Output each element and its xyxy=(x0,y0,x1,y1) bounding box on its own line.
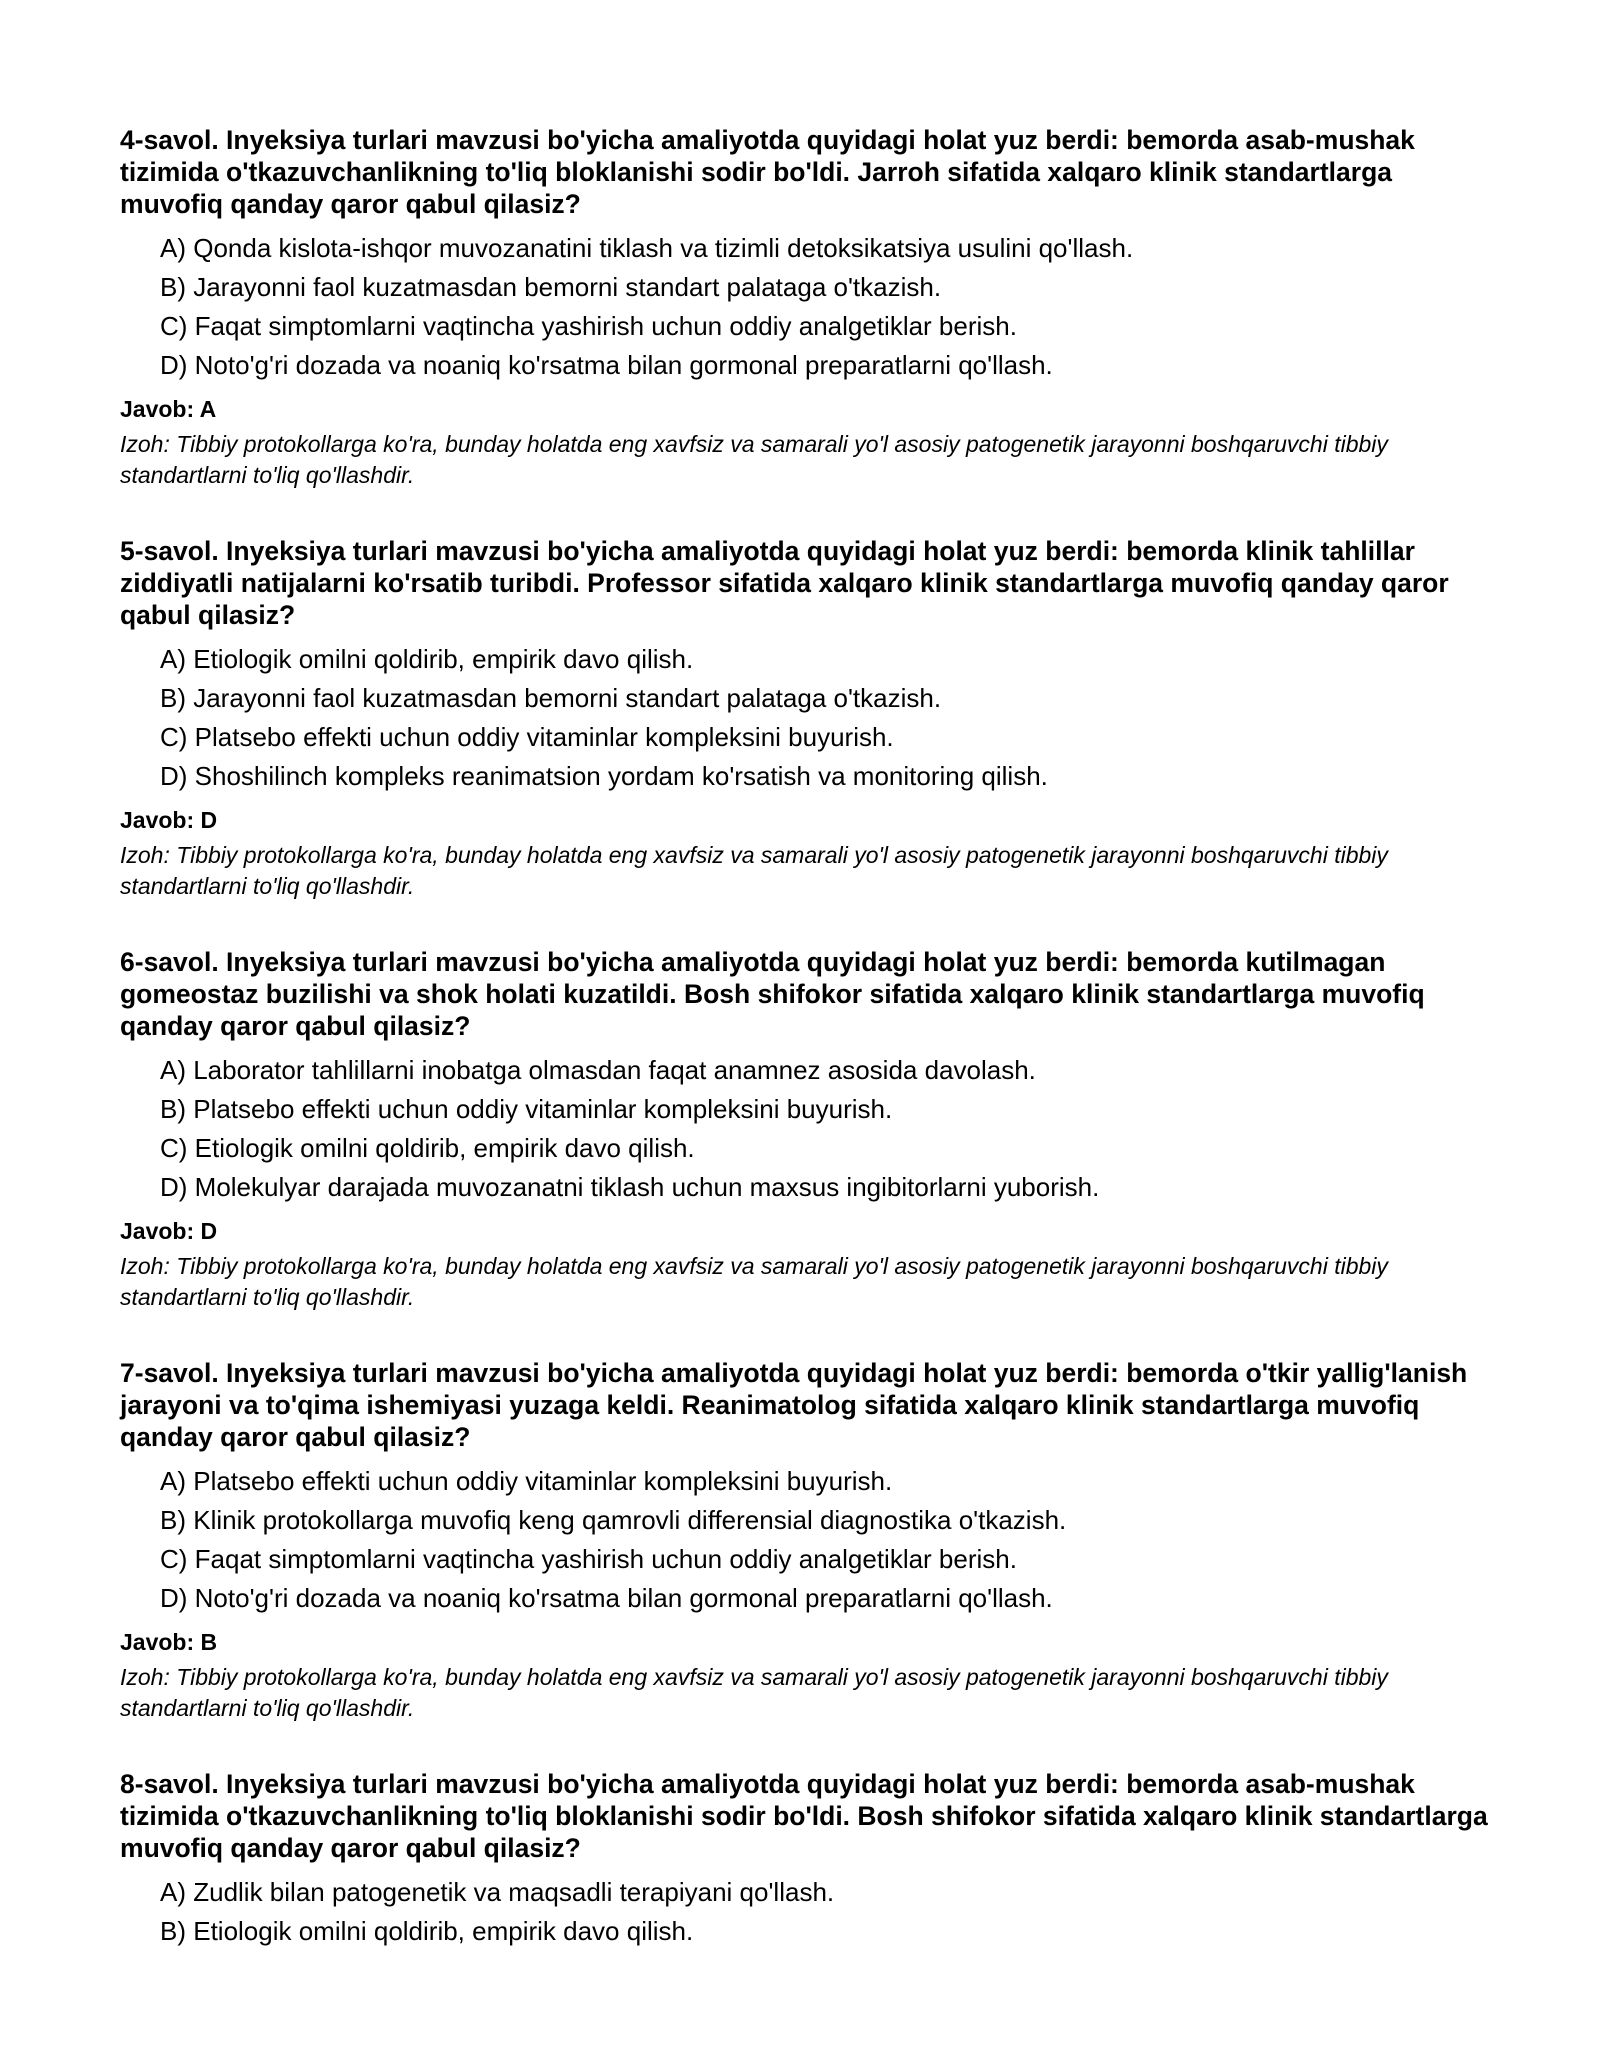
answer-label: Javob: A xyxy=(120,396,217,422)
option-item: B) Etiologik omilni qoldirib, empirik davo qilish. xyxy=(160,1916,694,1946)
question-block xyxy=(120,946,1490,1313)
question-title: 8-savol. Inyeksiya turlari mavzusi bo'yicha amaliyotda quyidagi holat yuz berdi: bemorda asab-mushak tizimida o'tkazuvchanlikning to'liq bloklanishi sodir bo'ldi. Bosh shifokor sifatida xalqaro klinik standartlarga muvofiq qanday qaror qabul qilasiz? xyxy=(120,1769,1488,1863)
document-page xyxy=(120,124,1490,1995)
question-title: 5-savol. Inyeksiya turlari mavzusi bo'yicha amaliyotda quyidagi holat yuz berdi: bemorda klinik tahlillar ziddiyatli natijalarni ko'rsatib turibdi. Professor sifatida xalqaro klinik standartlarga muvofiq qanday qaror qabul qilasiz? xyxy=(120,536,1449,630)
option-item: C) Faqat simptomlarni vaqtincha yashirish uchun oddiy analgetiklar berish. xyxy=(160,1544,1017,1574)
options-list xyxy=(120,1873,1490,1951)
explanation-note: Izoh: Tibbiy protokollarga ko'ra, bunday holatda eng xavfsiz va samarali yo'l asosiy patogenetik jarayonni boshqaruvchi tibbiy standartlarni to'liq qo'llashdir. xyxy=(120,1253,1388,1310)
question-block xyxy=(120,535,1490,902)
option-item: C) Faqat simptomlarni vaqtincha yashirish uchun oddiy analgetiklar berish. xyxy=(160,311,1017,341)
question-title: 4-savol. Inyeksiya turlari mavzusi bo'yicha amaliyotda quyidagi holat yuz berdi: bemorda asab-mushak tizimida o'tkazuvchanlikning to'liq bloklanishi sodir bo'ldi. Jarroh sifatida xalqaro klinik standartlarga muvofiq qanday qaror qabul qilasiz? xyxy=(120,125,1415,219)
options-list xyxy=(120,1462,1490,1618)
explanation-note: Izoh: Tibbiy protokollarga ko'ra, bunday holatda eng xavfsiz va samarali yo'l asosiy patogenetik jarayonni boshqaruvchi tibbiy standartlarni to'liq qo'llashdir. xyxy=(120,431,1388,488)
option-item: A) Qonda kislota-ishqor muvozanatini tiklash va tizimli detoksikatsiya usulini qo'llash. xyxy=(160,233,1134,263)
option-item: D) Noto'g'ri dozada va noaniq ko'rsatma bilan gormonal preparatlarni qo'llash. xyxy=(160,350,1053,380)
answer-label: Javob: D xyxy=(120,807,218,833)
option-item: C) Etiologik omilni qoldirib, empirik davo qilish. xyxy=(160,1133,695,1163)
explanation-note: Izoh: Tibbiy protokollarga ko'ra, bunday holatda eng xavfsiz va samarali yo'l asosiy patogenetik jarayonni boshqaruvchi tibbiy standartlarni to'liq qo'llashdir. xyxy=(120,842,1388,899)
option-item: A) Platsebo effekti uchun oddiy vitaminlar kompleksini buyurish. xyxy=(160,1466,893,1496)
question-block xyxy=(120,124,1490,491)
answer-label: Javob: B xyxy=(120,1629,218,1655)
option-item: A) Etiologik omilni qoldirib, empirik davo qilish. xyxy=(160,644,694,674)
option-item: B) Jarayonni faol kuzatmasdan bemorni standart palataga o'tkazish. xyxy=(160,683,942,713)
answer-label: Javob: D xyxy=(120,1218,218,1244)
option-item: D) Noto'g'ri dozada va noaniq ko'rsatma bilan gormonal preparatlarni qo'llash. xyxy=(160,1583,1053,1613)
option-item: C) Platsebo effekti uchun oddiy vitaminlar kompleksini buyurish. xyxy=(160,722,894,752)
option-item: D) Molekulyar darajada muvozanatni tiklash uchun maxsus ingibitorlarni yuborish. xyxy=(160,1172,1100,1202)
explanation-note: Izoh: Tibbiy protokollarga ko'ra, bunday holatda eng xavfsiz va samarali yo'l asosiy patogenetik jarayonni boshqaruvchi tibbiy standartlarni to'liq qo'llashdir. xyxy=(120,1664,1388,1721)
question-title: 7-savol. Inyeksiya turlari mavzusi bo'yicha amaliyotda quyidagi holat yuz berdi: bemorda o'tkir yallig'lanish jarayoni va to'qima ishemiyasi yuzaga keldi. Reanimatolog sifatida xalqaro klinik standartlarga muvofiq qanday qaror qabul qilasiz? xyxy=(120,1358,1468,1452)
option-item: A) Zudlik bilan patogenetik va maqsadli terapiyani qo'llash. xyxy=(160,1877,835,1907)
option-item: B) Klinik protokollarga muvofiq keng qamrovli differensial diagnostika o'tkazish. xyxy=(160,1505,1067,1535)
question-title: 6-savol. Inyeksiya turlari mavzusi bo'yicha amaliyotda quyidagi holat yuz berdi: bemorda kutilmagan gomeostaz buzilishi va shok holati kuzatildi. Bosh shifokor sifatida xalqaro klinik standartlarga muvofiq qanday qaror qabul qilasiz? xyxy=(120,947,1425,1041)
question-block xyxy=(120,1768,1490,1951)
options-list xyxy=(120,640,1490,796)
option-item: A) Laborator tahlillarni inobatga olmasdan faqat anamnez asosida davolash. xyxy=(160,1055,1036,1085)
options-list xyxy=(120,1051,1490,1207)
option-item: B) Jarayonni faol kuzatmasdan bemorni standart palataga o'tkazish. xyxy=(160,272,942,302)
question-block xyxy=(120,1357,1490,1724)
option-item: D) Shoshilinch kompleks reanimatsion yordam ko'rsatish va monitoring qilish. xyxy=(160,761,1048,791)
options-list xyxy=(120,229,1490,385)
option-item: B) Platsebo effekti uchun oddiy vitaminlar kompleksini buyurish. xyxy=(160,1094,893,1124)
